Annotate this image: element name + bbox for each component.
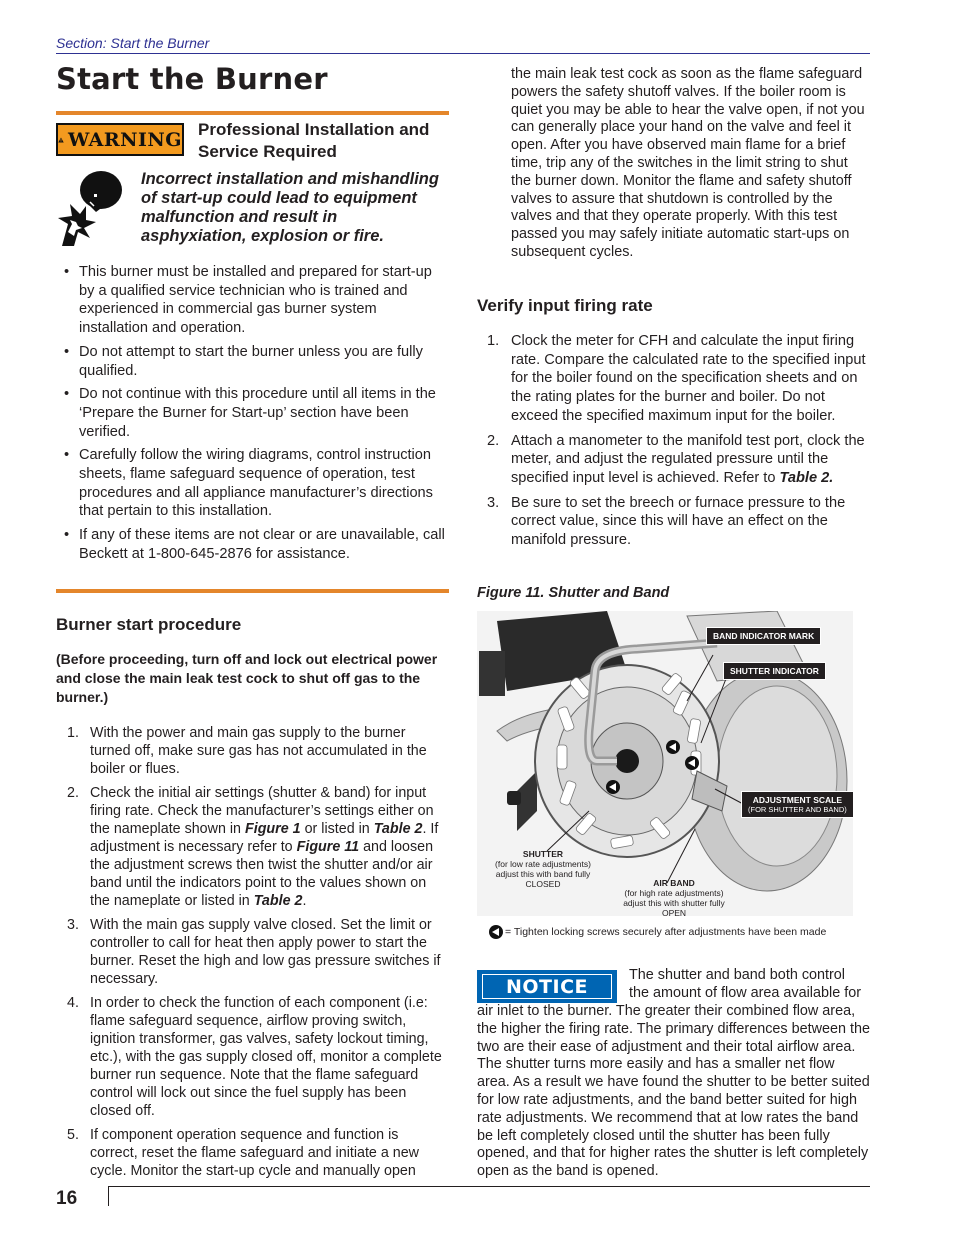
- burner-start-steps: [67, 724, 449, 1186]
- list-item: • This burner must be installed and prepared for start-up by a qualified service technician who is trained and experienced in commercial gas burner system installation and operation.: [62, 263, 448, 338]
- table-reference: Table 2: [253, 893, 303, 909]
- list-item: 5. If component operation sequence and function is correct, reset the flame safeguard and initiate a new cycle. Monitor the start-up cycle and manually open: [67, 1127, 420, 1179]
- warning-bottom-rule: [56, 589, 449, 593]
- header-rule: [56, 53, 870, 54]
- warning-top-rule: [56, 111, 449, 115]
- warning-text: Incorrect installation and mishandling of start-up could lead to equipment malfunction and result in asphyxiation, explosion or fire.: [141, 170, 439, 245]
- figure-legend-text: = Tighten locking screws securely after adjustments have been made: [505, 926, 827, 938]
- shutter-indicator-label: SHUTTER INDICATOR: [723, 662, 826, 680]
- list-item: • Do not attempt to start the burner unless you are fully qualified.: [62, 343, 448, 380]
- notice-text-body: air inlet to the burner. The greater their combined flow area, the higher the firing rate. The primary differences between the two are their ease of adjustment and their total airflow area. The shutter turns more easily and has a smaller net flow area. As a result we have found the shutter to be better suited for low rate adjustments, and the band better suited for high rate adjustments. We recommend that at low rates the band be left completely closed until the shutter has been fully opened, and that for higher rates the shutter is left completely open as the band is opened.: [477, 1003, 871, 1180]
- warning-badge: [56, 123, 184, 156]
- figure-legend: [489, 925, 826, 939]
- burner-start-heading: Burner start procedure: [56, 615, 242, 634]
- footer-rule: [108, 1186, 870, 1187]
- verify-steps: [487, 332, 870, 556]
- table-reference: Table 2.: [779, 469, 834, 486]
- list-item: • If any of these items are not clear or are unavailable, call Beckett at 1-800-645-2876 for assistance.: [62, 526, 448, 563]
- band-indicator-label: BAND INDICATOR MARK: [706, 627, 821, 645]
- section-label: Section: Start the Burner: [56, 35, 210, 51]
- list-item: 1. Clock the meter for CFH and calculate the input firing rate. Compare the calculated rate to the specified input for the boiler found on the specification sheets and on the rating plates for the burner and boiler. Do not exceed the specified maximum input for the boiler.: [487, 333, 866, 424]
- locking-screw-icon: [489, 925, 503, 939]
- list-item: 2. Check the initial air settings (shutter & band) for input firing rate. Check the manufacturer’s settings either on the nameplate shown in Figure 1 or listed in Table 2. If adjustment is necessary refer to Figure 11 and loosen the adjustment screws then twist the shutter and/or air band until the indicators point to the values shown on the nameplate or listed in Table 2.: [67, 785, 439, 909]
- start-procedure-continuation: the main leak test cock as soon as the flame safeguard powers the safety shutoff valves. If the boiler room is quiet you may be able to hear the valve open, if not you can generally place your hand on the valve and feel it open. After you have observed main flame for a brief time, trip any of the switches in the limit string to shut the burner down. Monitor the flame and safety shutoff valves to assure that shutdown is controlled by the valves and that they operate properly. With this test passed you may safely initiate automatic start-ups on subsequent cycles.: [511, 66, 865, 260]
- warning-triangle-icon: [58, 130, 64, 150]
- explosion-hazard-icon: [56, 166, 136, 248]
- list-item: 2. Attach a manometer to the manifold test port, clock the meter, and adjust the regulated pressure until the specified input level is achieved. Refer to Table 2.: [487, 432, 865, 486]
- adjustment-scale-label: ADJUSTMENT SCALE (FOR SHUTTER AND BAND): [741, 791, 853, 818]
- page-number: 16: [56, 1188, 78, 1209]
- page-title: Start the Burner: [56, 62, 328, 96]
- notice-text-lead: The shutter and band both control the amount of flow area available for: [629, 967, 861, 1001]
- list-item: 3. Be sure to set the breech or furnace pressure to the correct value, since this will have an effect on the manifold pressure.: [487, 494, 846, 549]
- figure-caption: Figure 11. Shutter and Band: [477, 585, 670, 601]
- footer-divider: [108, 1186, 109, 1206]
- burner-start-intro: (Before proceeding, turn off and lock out electrical power and close the main leak test cock to shut off gas to the burner.): [56, 651, 438, 705]
- notice-badge-label: NOTICE: [482, 974, 612, 999]
- shutter-band-figure: [477, 611, 853, 916]
- warning-badge-label: WARNING: [67, 128, 182, 151]
- verify-heading: Verify input firing rate: [477, 296, 653, 315]
- warning-bullet-list: [62, 263, 448, 569]
- air-band-label: AIR BAND (for high rate adjustments) adjust this with shutter fully OPEN: [623, 878, 725, 916]
- list-item: 1. With the power and main gas supply to the burner turned off, make sure gas has not accumulated in the boiler or flues.: [67, 725, 427, 777]
- figure-reference: Figure 1: [244, 821, 301, 837]
- list-item: 4. In order to check the function of each component (i.e: flame safeguard sequence, airflow proving switch, ignition transformer, gas valves, safety lockout timing, etc.), with the gas supply closed off, monitor a complete burner run sequence. Note that the flame safeguard control will lock out since the fuel supply has been closed off.: [67, 995, 442, 1119]
- warning-title: Professional Installation and Service Required: [198, 120, 430, 161]
- shutter-label: SHUTTER (for low rate adjustments) adjust this with band fully CLOSED: [495, 849, 591, 889]
- list-item: • Carefully follow the wiring diagrams, control instruction sheets, flame safeguard sequence of operation, test procedures and all appliance manufacturer’s directions that pertain to this installation.: [62, 446, 448, 521]
- figure-reference: Figure 11: [296, 839, 360, 855]
- table-reference: Table 2: [373, 821, 423, 837]
- notice-badge: [477, 970, 617, 1003]
- list-item: • Do not continue with this procedure until all items in the ‘Prepare the Burner for Start-up’ section have been verified.: [62, 385, 448, 441]
- list-item: 3. With the main gas supply valve closed. Set the limit or controller to call for heat then apply power to start the burner. Reset the high and low gas pressure switches if necessary.: [67, 917, 441, 987]
